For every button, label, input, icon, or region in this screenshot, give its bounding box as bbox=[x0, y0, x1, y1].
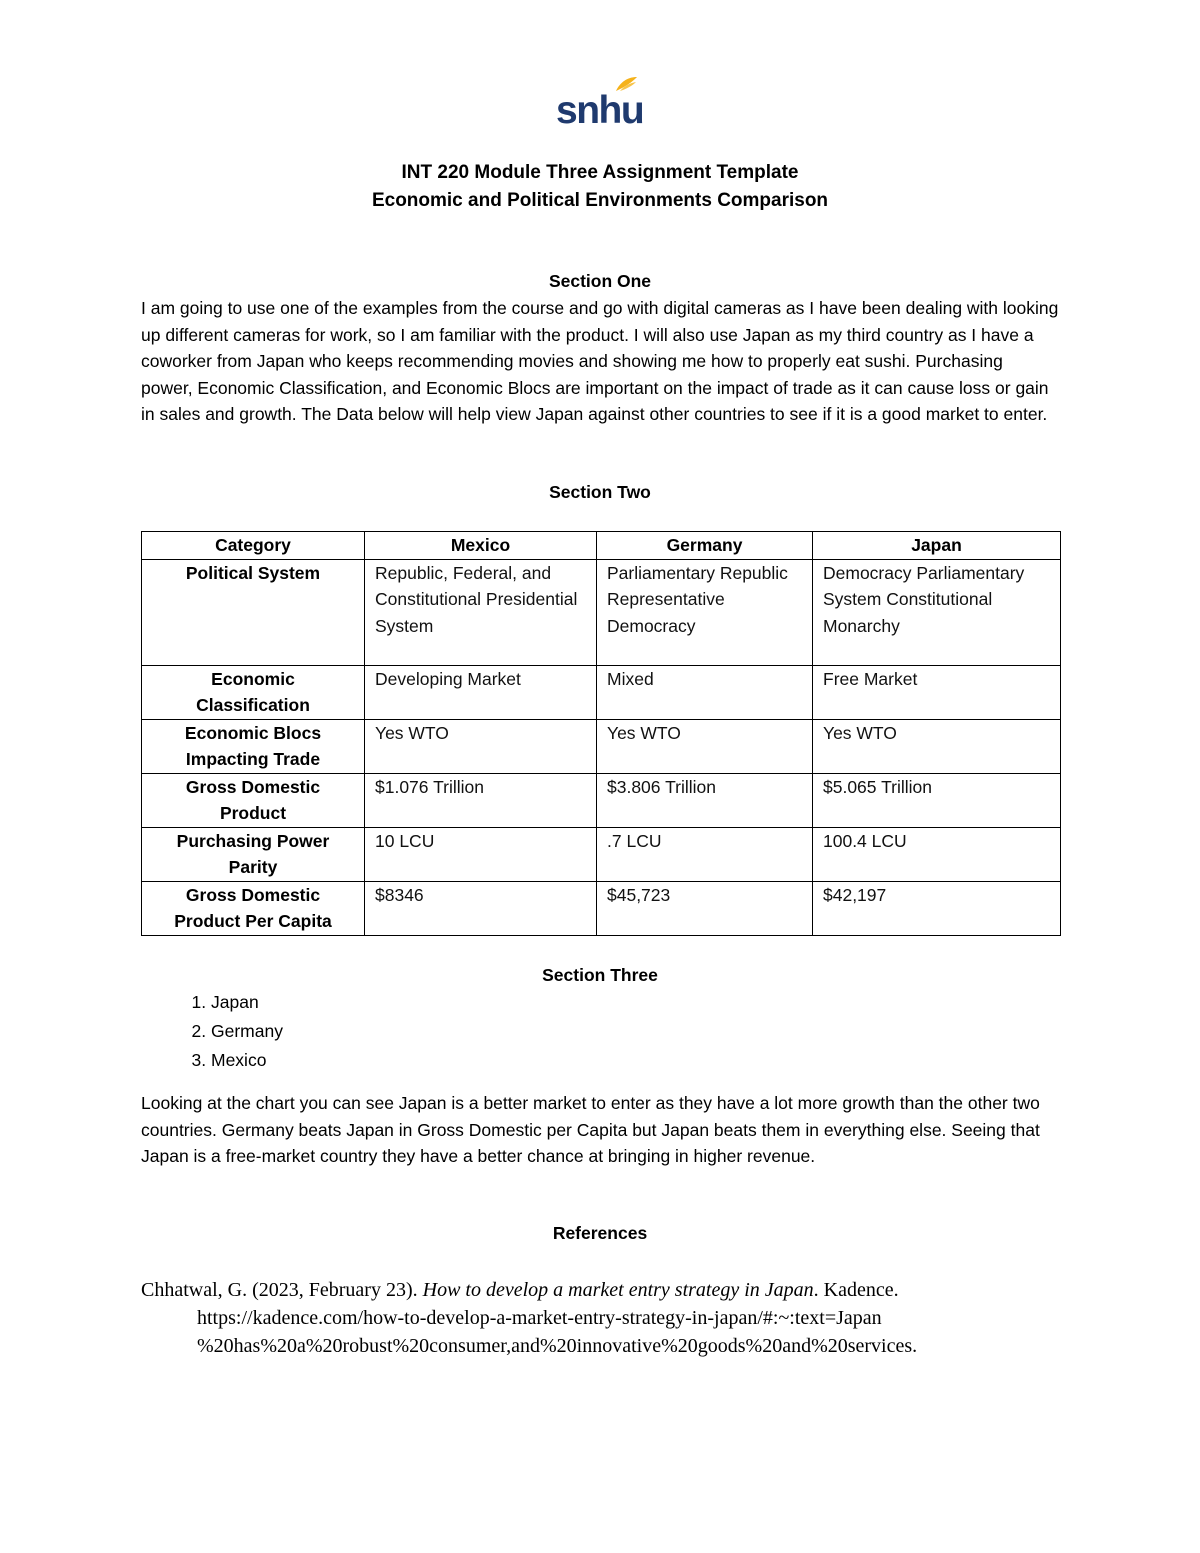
row-category: Economic Classification bbox=[142, 665, 365, 719]
logo-wordmark: snhu bbox=[556, 89, 644, 132]
cell-mexico: $8346 bbox=[365, 881, 597, 935]
section-one-paragraph: I am going to use one of the examples from the course and go with digital cameras as I have been dealing with looking up different cameras for work, so I am familiar with the product. I will also use Japan as my third country as I have a coworker from Japan who keeps recommending movies and showing me how to properly eat sushi. Purchasing power, Economic Classification, and Economic Blocs are important on the impact of trade as it can cause loss or gain in sales and growth. The Data below will help view Japan against other countries to see if it is a good market to enter. bbox=[141, 298, 1059, 424]
row-category: Purchasing Power Parity bbox=[142, 827, 365, 881]
references-heading: References bbox=[552, 1223, 648, 1243]
header-mexico: Mexico bbox=[365, 532, 597, 560]
table-row bbox=[142, 719, 1061, 773]
row-category: Economic Blocs Impacting Trade bbox=[142, 719, 365, 773]
comparison-table bbox=[141, 531, 1061, 936]
table-row bbox=[142, 773, 1061, 827]
list-item: 3. Mexico bbox=[211, 1046, 283, 1075]
reference-url-line-1[interactable]: https://kadence.com/how-to-develop-a-market-entry-strategy-in-japan/#:~:text=Japan bbox=[197, 1307, 882, 1329]
cell-mexico: Developing Market bbox=[365, 665, 597, 719]
section-three-heading: Section Three bbox=[542, 965, 658, 985]
section-one-heading: Section One bbox=[548, 271, 652, 291]
cell-japan: 100.4 LCU bbox=[813, 827, 1061, 881]
cell-germany: $45,723 bbox=[597, 881, 813, 935]
cell-mexico: 10 LCU bbox=[365, 827, 597, 881]
title-line-1: INT 220 Module Three Assignment Template bbox=[401, 162, 799, 183]
cell-japan: Democracy Parliamentary System Constitutional Monarchy bbox=[813, 559, 1061, 665]
section-two-heading: Section Two bbox=[549, 482, 651, 502]
reference-title: How to develop a market entry strategy in Japan bbox=[422, 1279, 814, 1301]
row-category: Political System bbox=[142, 559, 365, 665]
cell-germany: Parliamentary Republic Representative Democracy bbox=[597, 559, 813, 665]
cell-japan: Yes WTO bbox=[813, 719, 1061, 773]
cell-japan: $42,197 bbox=[813, 881, 1061, 935]
cell-mexico: Republic, Federal, and Constitutional Presidential System bbox=[365, 559, 597, 665]
table-header-row bbox=[142, 532, 1061, 560]
reference-author-date: Chhatwal, G. (2023, February 23). bbox=[141, 1279, 423, 1301]
cell-japan: Free Market bbox=[813, 665, 1061, 719]
cell-japan: $5.065 Trillion bbox=[813, 773, 1061, 827]
table-row bbox=[142, 827, 1061, 881]
row-category: Gross Domestic Product Per Capita bbox=[142, 881, 365, 935]
header-germany: Germany bbox=[597, 532, 813, 560]
cell-germany: Yes WTO bbox=[597, 719, 813, 773]
reference-line-1 bbox=[141, 1276, 1059, 1304]
reference-entry bbox=[141, 1276, 1059, 1360]
cell-mexico: $1.076 Trillion bbox=[365, 773, 597, 827]
table-row bbox=[142, 665, 1061, 719]
cell-germany: $3.806 Trillion bbox=[597, 773, 813, 827]
table-row bbox=[142, 559, 1061, 665]
reference-url-line-2[interactable]: %20has%20a%20robust%20consumer,and%20innovative%20goods%20and%20services. bbox=[197, 1335, 918, 1357]
reference-publisher: . Kadence. bbox=[813, 1279, 899, 1301]
list-item: 1. Japan bbox=[211, 988, 283, 1017]
list-item: 2. Germany bbox=[211, 1017, 283, 1046]
header-japan: Japan bbox=[813, 532, 1061, 560]
document-title bbox=[141, 159, 1059, 215]
table-row bbox=[142, 881, 1061, 935]
cell-mexico: Yes WTO bbox=[365, 719, 597, 773]
header-category: Category bbox=[142, 532, 365, 560]
ranking-list bbox=[141, 988, 283, 1075]
section-three-paragraph: Looking at the chart you can see Japan is a better market to enter as they have a lot more growth than the other two countries. Germany beats Japan in Gross Domestic per Capita but Japan beats them in everything else. Seeing that Japan is a free-market country they have a better chance at bringing in higher revenue. bbox=[141, 1093, 1040, 1166]
row-category: Gross Domestic Product bbox=[142, 773, 365, 827]
cell-germany: Mixed bbox=[597, 665, 813, 719]
cell-germany: .7 LCU bbox=[597, 827, 813, 881]
title-line-2: Economic and Political Environments Comparison bbox=[371, 190, 829, 211]
snhu-logo bbox=[556, 76, 644, 132]
